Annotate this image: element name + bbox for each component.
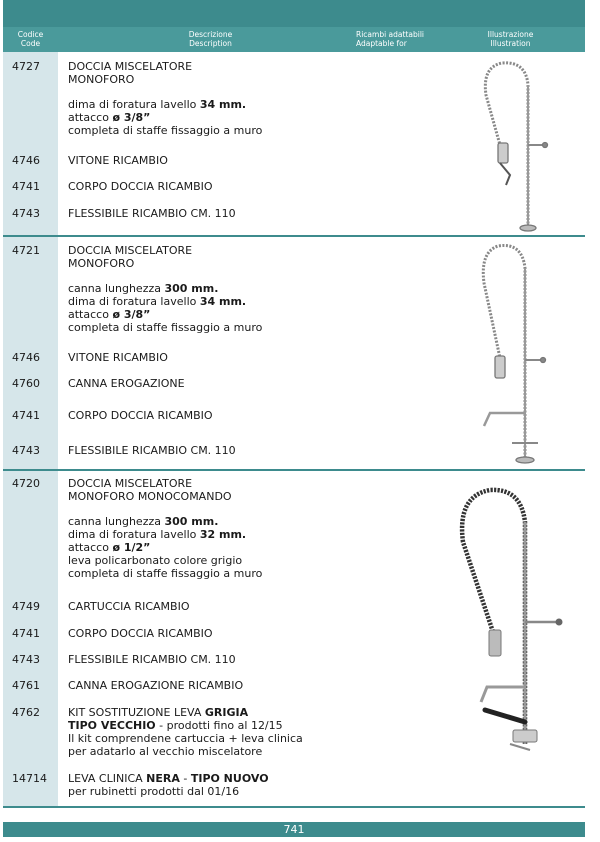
spec-line: canna lunghezza 300 mm. xyxy=(68,515,219,528)
part-label: CANNA EROGAZIONE xyxy=(68,377,185,390)
table-header xyxy=(3,27,585,52)
header-description xyxy=(58,30,363,48)
product-title: MONOFORO xyxy=(68,73,135,86)
header-codice-label: Codice xyxy=(17,30,44,39)
lever-description xyxy=(68,772,358,798)
lever-line: LEVA CLINICA NERA - TIPO NUOVO xyxy=(68,772,269,785)
spec-line: dima di foratura lavello 34 mm. xyxy=(68,295,247,308)
product-code: 4720 xyxy=(12,477,40,490)
kit-line: Il kit comprendene cartuccia + leva clinica xyxy=(68,732,303,745)
part-label: FLESSIBILE RICAMBIO CM. 110 xyxy=(68,444,236,457)
part-label: CORPO DOCCIA RICAMBIO xyxy=(68,409,213,422)
part-label: FLESSIBILE RICAMBIO CM. 110 xyxy=(68,207,236,220)
product-title: MONOFORO xyxy=(68,257,135,270)
header-code-label: Code xyxy=(20,39,41,48)
product-description xyxy=(68,60,358,137)
part-label: CORPO DOCCIA RICAMBIO xyxy=(68,180,213,193)
part-code: 4743 xyxy=(12,444,40,457)
header-description-label: Description xyxy=(189,39,232,48)
product-description xyxy=(68,477,358,580)
part-label: VITONE RICAMBIO xyxy=(68,351,168,364)
product-title: DOCCIA MISCELATORE xyxy=(68,244,193,257)
part-code: 4761 xyxy=(12,679,40,692)
product-description xyxy=(68,244,358,334)
spec-line: attacco ø 3/8” xyxy=(68,308,151,321)
product-code: 4727 xyxy=(12,60,40,73)
product-title: DOCCIA MISCELATORE xyxy=(68,60,193,73)
part-label: CARTUCCIA RICAMBIO xyxy=(68,600,190,613)
header-illustrazione-label: Illustrazione xyxy=(487,30,534,39)
header-illustration-label: Illustration xyxy=(490,39,531,48)
part-code: 4760 xyxy=(12,377,40,390)
lever-line: per rubinetti prodotti dal 01/16 xyxy=(68,785,240,798)
part-code: 4746 xyxy=(12,351,40,364)
part-label: VITONE RICAMBIO xyxy=(68,154,168,167)
spec-line: completa di staffe fissaggio a muro xyxy=(68,567,263,580)
kit-line: KIT SOSTITUZIONE LEVA GRIGIA xyxy=(68,706,249,719)
spec-line: attacco ø 3/8” xyxy=(68,111,151,124)
page-number: 741 xyxy=(283,823,305,836)
kit-description xyxy=(68,706,358,758)
spec-line: dima di foratura lavello 32 mm. xyxy=(68,528,247,541)
product-title: DOCCIA MISCELATORE xyxy=(68,477,193,490)
part-code: 4743 xyxy=(12,207,40,220)
part-code: 4741 xyxy=(12,409,40,422)
spec-line: attacco ø 1/2” xyxy=(68,541,151,554)
spec-line: completa di staffe fissaggio a muro xyxy=(68,124,263,137)
pre-rinse-faucet-illustration xyxy=(470,55,555,235)
part-label: CANNA EROGAZIONE RICAMBIO xyxy=(68,679,244,692)
spec-line: dima di foratura lavello 34 mm. xyxy=(68,98,247,111)
part-code: 4741 xyxy=(12,627,40,640)
part-label: CORPO DOCCIA RICAMBIO xyxy=(68,627,213,640)
part-code: 4746 xyxy=(12,154,40,167)
kit-code: 4762 xyxy=(12,706,40,719)
pre-rinse-faucet-with-spout-illustration xyxy=(470,238,555,468)
section-separator xyxy=(3,235,585,237)
product-code: 4721 xyxy=(12,244,40,257)
spec-line: leva policarbonato colore grigio xyxy=(68,554,243,567)
kit-line: TIPO VECCHIO - prodotti fino al 12/15 xyxy=(68,719,283,732)
spec-line: canna lunghezza 300 mm. xyxy=(68,282,219,295)
spec-line: completa di staffe fissaggio a muro xyxy=(68,321,263,334)
header-adaptable xyxy=(356,30,446,48)
header-adaptable-label: Adaptable for xyxy=(356,39,407,48)
section-separator xyxy=(3,806,585,808)
part-code: 4743 xyxy=(12,653,40,666)
header-ricambi-label: Ricambi adattabili xyxy=(356,30,424,39)
section-separator xyxy=(3,469,585,471)
single-lever-faucet-illustration xyxy=(445,482,570,757)
page-footer xyxy=(3,822,585,837)
product-title: MONOFORO MONOCOMANDO xyxy=(68,490,232,503)
kit-line: per adatarlo al vecchio miscelatore xyxy=(68,745,263,758)
top-band xyxy=(3,0,585,27)
part-code: 4741 xyxy=(12,180,40,193)
header-code xyxy=(3,30,58,48)
lever-code: 14714 xyxy=(12,772,47,785)
header-descrizione-label: Descrizione xyxy=(188,30,233,39)
part-code: 4749 xyxy=(12,600,40,613)
part-label: FLESSIBILE RICAMBIO CM. 110 xyxy=(68,653,236,666)
header-illustration xyxy=(463,30,558,48)
